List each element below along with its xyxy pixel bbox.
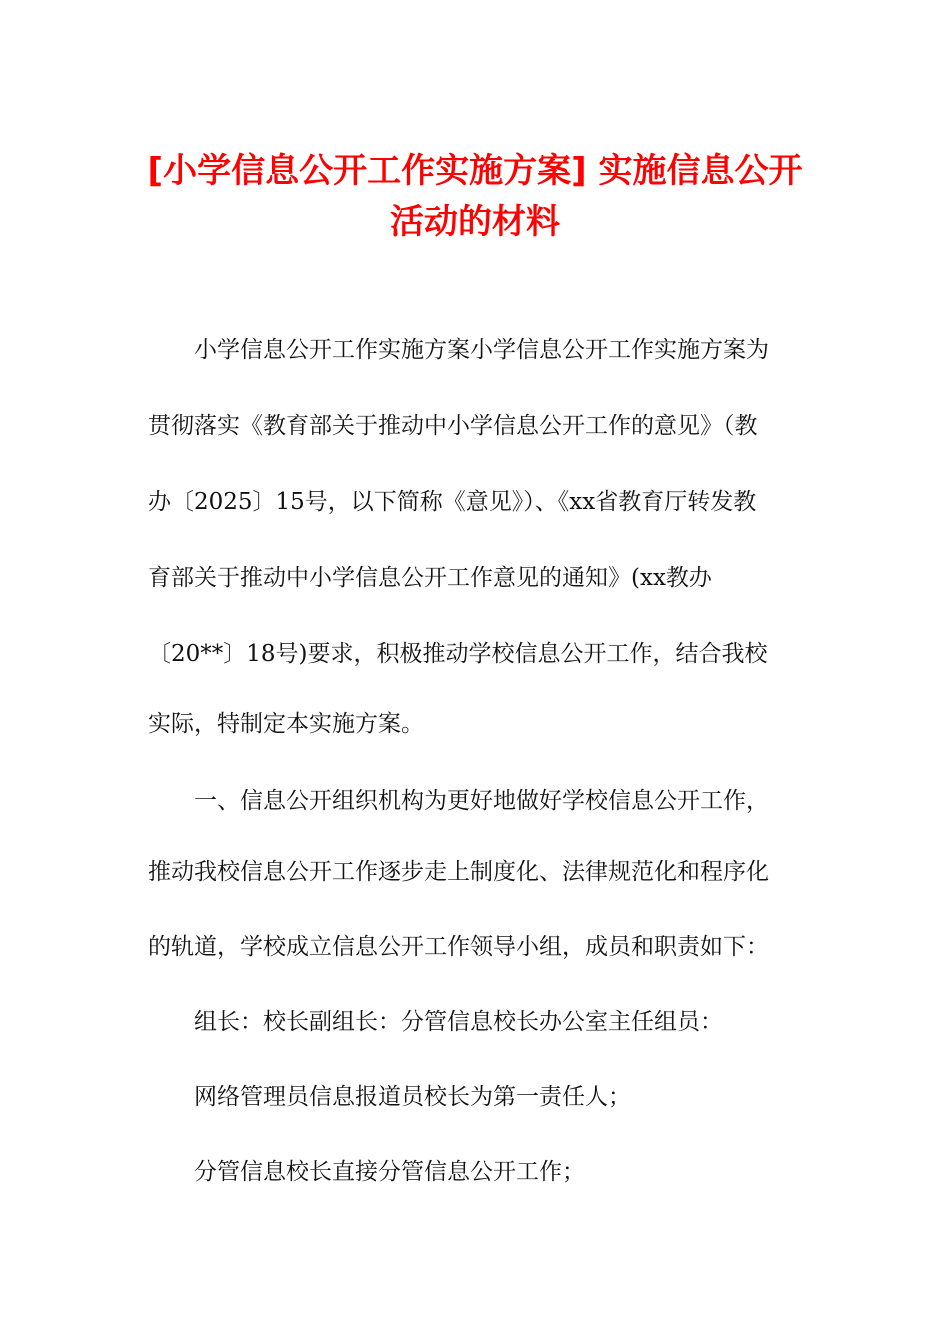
body-line-6: 实际，特制定本实施方案。	[148, 711, 424, 737]
body-line-9: 的轨道，学校成立信息公开工作领导小组，成员和职责如下：	[148, 934, 769, 960]
body-line-7: 一、信息公开组织机构为更好地做好学校信息公开工作，	[194, 788, 769, 814]
body-line-8: 推动我校信息公开工作逐步走上制度化、法律规范化和程序化	[148, 859, 769, 885]
document-title-line-1: [小学信息公开工作实施方案] 实施信息公开	[147, 151, 803, 191]
body-line-3: 办〔2025〕15号，以下简称《意见》）、《xx省教育厅转发教	[148, 489, 757, 515]
body-line-10: 组长：校长副组长：分管信息校长办公室主任组员：	[194, 1009, 723, 1035]
body-line-4: 育部关于推动中小学信息公开工作意见的通知》(xx教办	[148, 565, 712, 591]
body-line-5: 〔20**〕18号)要求，积极推动学校信息公开工作，结合我校	[148, 641, 768, 667]
body-line-2: 贯彻落实《教育部关于推动中小学信息公开工作的意见》（教	[148, 413, 758, 439]
body-line-1: 小学信息公开工作实施方案小学信息公开工作实施方案为	[194, 337, 769, 363]
body-line-12: 分管信息校长直接分管信息公开工作；	[194, 1159, 585, 1185]
document-title-line-2: 活动的材料	[390, 202, 560, 242]
body-line-11: 网络管理员信息报道员校长为第一责任人；	[194, 1084, 631, 1110]
